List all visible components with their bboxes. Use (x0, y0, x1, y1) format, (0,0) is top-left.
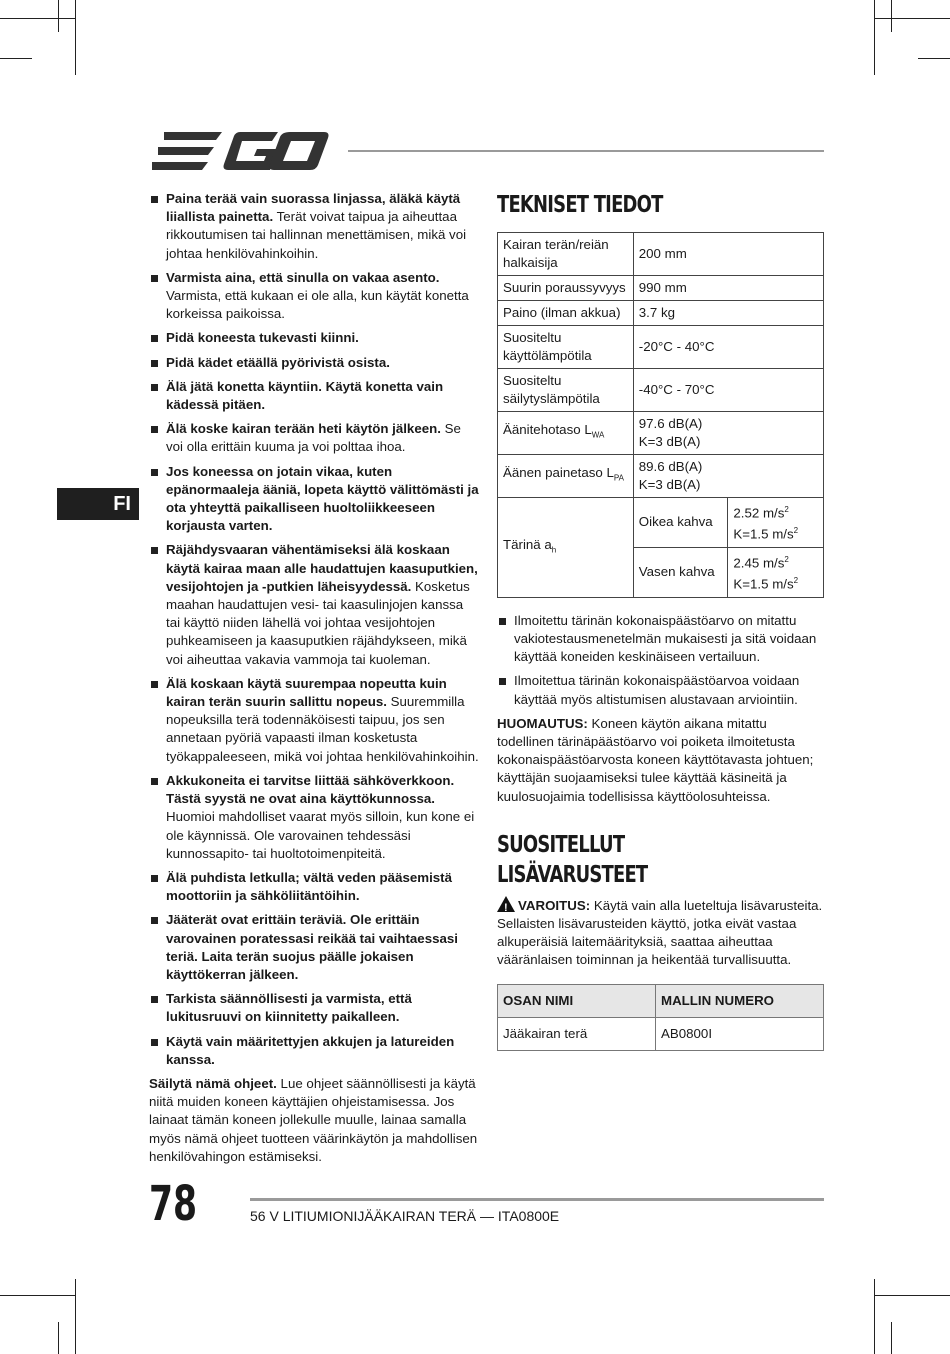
list-item: Ilmoitettu tärinän kokonaispäästöarvo on mitattu vakiotestausmenetelmän mukaisesti ja sitä voidaan käyttää koneiden keskinäiseen vertailuun. (497, 612, 824, 667)
list-item: Älä jätä konetta käyntiin. Käytä konetta vain kädessä pitäen. (149, 378, 479, 414)
crop-mark (891, 0, 892, 32)
handle-label: Vasen kahva (633, 547, 728, 597)
spec-label: Tärinä $a_h$ (498, 498, 634, 598)
page-number: 78 (149, 1176, 198, 1232)
spec-label: Suositeltu käyttölämpötila (498, 326, 634, 369)
column-header: MALLIN NUMERO (656, 984, 824, 1017)
column-header: OSAN NIMI (498, 984, 656, 1017)
parts-table (497, 984, 824, 1051)
language-tab: FI (57, 488, 139, 520)
spec-label: Äänitehotaso $L_{WA}$ (498, 412, 634, 455)
table-row (498, 1017, 824, 1050)
footer-title: 56 V LITIUMIONIJÄÄKAIRAN TERÄ — ITA0800E (250, 1208, 560, 1224)
spec-value: 3.7 kg (633, 301, 823, 326)
spec-table (497, 232, 824, 598)
spec-value: -20°C - 40°C (633, 326, 823, 369)
table-row (498, 455, 824, 498)
spec-label: Kairan terän/reiän halkaisija (498, 233, 634, 276)
crop-mark (0, 58, 32, 59)
list-item: Ilmoitettua tärinän kokonaispäästöarvoa voidaan käyttää myös altistumisen alustavaan arviointiin. (497, 672, 824, 708)
list-item: Jääterät ovat erittäin teräviä. Ole erittäin varovainen poratessasi reikää tai vaihtaessasi teriä. Laita terän suojus päälle jokaisen käyttökerran jälkeen. (149, 911, 479, 984)
table-row (498, 276, 824, 301)
spec-value: 2.45 $m/s^2$ K=1.5 $m/s^2$ (728, 547, 824, 597)
crop-mark (0, 18, 75, 19)
list-item: Älä puhdista letkulla; vältä veden pääsemistä moottoriin ja sähköliitäntöihin. (149, 869, 479, 905)
crop-mark (875, 1295, 950, 1296)
header-rule (348, 150, 824, 152)
ego-logo (150, 130, 330, 172)
spec-value: 97.6 dB(A) K=3 dB(A) (633, 412, 823, 455)
part-name: Jääkairan terä (498, 1017, 656, 1050)
crop-mark (75, 0, 76, 75)
list-item: Älä koske kairan terään heti käytön jälkeen. Se voi olla erittäin kuuma ja voi polttaa ihoa. (149, 420, 479, 456)
list-item: Akkukoneita ei tarvitse liittää sähköverkkoon. Tästä syystä ne ovat aina käyttökunnossa. Huomioi mahdolliset vaarat myös silloin, kun kone ei ole käynnissä. Ole varovainen tehdessäsi kunnossapito- tai huoltotoimenpiteitä. (149, 772, 479, 863)
spec-label: Paino (ilman akkua) (498, 301, 634, 326)
list-item: Jos koneessa on jotain vikaa, kuten epänormaaleja ääniä, lopeta käyttö välittömästi ja ota yhteyttä paikalliseen huoltoliikkeeseen korjausta varten. (149, 463, 479, 536)
tech-heading: TEKNISET TIEDOT (497, 192, 663, 218)
spec-value: -40°C - 70°C (633, 369, 823, 412)
crop-mark (875, 18, 950, 19)
handle-label: Oikea kahva (633, 498, 728, 548)
table-row (498, 233, 824, 276)
table-row (498, 369, 824, 412)
crop-mark (75, 1279, 76, 1354)
list-item: Älä koskaan käytä suurempaa nopeutta kuin kairan terän suurin sallittu nopeus. Suuremmilla nopeuksilla terä todennäköisesti taipuu, jos sen annetaan pyöriä vapaasti ilman kosketusta työkappaleeseen, mikä voi johtaa henkilövahinkoihin. (149, 675, 479, 766)
note-paragraph: HUOMAUTUS: Koneen käytön aikana mitattu todellinen tärinäpäästöarvo voi poiketa ilmoitetusta kokonaispäästöarvosta koneen käyttötavasta johtuen; käyttäjän suojaamiseksi tulee käyttää käsineitä ja kuulosuojaimia todellisissa käyttöolosuhteissa. (497, 715, 814, 804)
part-number: AB0800I (656, 1017, 824, 1050)
safety-column (149, 190, 479, 1172)
spec-value: 990 mm (633, 276, 823, 301)
spec-label: Suurin poraussyvyys (498, 276, 634, 301)
spec-value: 89.6 dB(A) K=3 dB(A) (633, 455, 823, 498)
list-item: Tarkista säännöllisesti ja varmista, että lukitusruuvi on kiinnitetty paikalleen. (149, 990, 479, 1026)
spec-value: 2.52 $m/s^2$ K=1.5 $m/s^2$ (728, 498, 824, 548)
list-item: Paina terää vain suorassa linjassa, äläkä käytä liiallista painetta. Terät voivat taipua ja aiheuttaa rikkoutumisen tai hallinnan menettämisen, mikä voi johtaa henkilövahinkoihin. (149, 190, 479, 263)
vibration-notes (497, 612, 824, 709)
safety-list (149, 190, 479, 1069)
spec-column (497, 190, 824, 1051)
crop-mark (891, 1322, 892, 1354)
spec-value: 200 mm (633, 233, 823, 276)
crop-mark (918, 58, 950, 59)
list-item: Räjähdysvaaran vähentämiseksi älä koskaan käytä kairaa maan alle haudattujen kaasuputkien, vesijohtojen ja -putkien läheisyydessä. Kosketus maahan haudattujen vesi- tai kaasulinjojen kanssa tai käyttö niiden lähellä voi johtaa vesijohtojen puhkeamiseen ja kaasuputkien räjähdykseen, mikä voi aiheuttaa vakavia vammoja tai kuoleman. (149, 541, 479, 668)
warning-icon: ! (497, 896, 515, 912)
table-row (498, 498, 824, 548)
table-header-row (498, 984, 824, 1017)
table-row (498, 326, 824, 369)
table-row (498, 412, 824, 455)
crop-mark (874, 0, 875, 75)
crop-mark (874, 1279, 875, 1354)
crop-mark (58, 1322, 59, 1354)
list-item: Pidä koneesta tukevasti kiinni. (149, 329, 479, 347)
list-item: Varmista aina, että sinulla on vakaa asento. Varmista, että kukaan ei ole alla, kun käytät konetta korkeissa paikoissa. (149, 269, 479, 324)
spec-label: Äänen painetaso $L_{PA}$ (498, 455, 634, 498)
list-item: Pidä kädet etäällä pyörivistä osista. (149, 354, 479, 372)
list-item: Käytä vain määritettyjen akkujen ja latureiden kanssa. (149, 1033, 479, 1069)
spec-label: Suositeltu säilytyslämpötila (498, 369, 634, 412)
crop-mark (0, 1295, 75, 1296)
table-row (498, 301, 824, 326)
warning-paragraph: ! VAROITUS: Käytä vain alla lueteltuja lisävarusteita. Sellaisten lisävarusteiden käyttö, jotka eivät vastaa alkuperäisiä laitemäärityksiä, saattaa aiheuttaa vääränlaisen toiminnan ja heikentää turvallisuutta. (497, 897, 823, 968)
footer-rule (250, 1198, 824, 1201)
crop-mark (58, 0, 59, 32)
accessories-heading: SUOSITELLUT LISÄVARUSTEET (497, 831, 648, 888)
closing-paragraph: Säilytä nämä ohjeet. Lue ohjeet säännöllisesti ja käytä niitä muiden koneen käyttäjien ohjeistamisessa. Jos lainaat tämän koneen jollekulle muulle, lainaa samalla myös nämä ohjeet tuotteen väärinkäytön ja mahdollisen henkilövahingon estämiseksi. (149, 1075, 478, 1164)
